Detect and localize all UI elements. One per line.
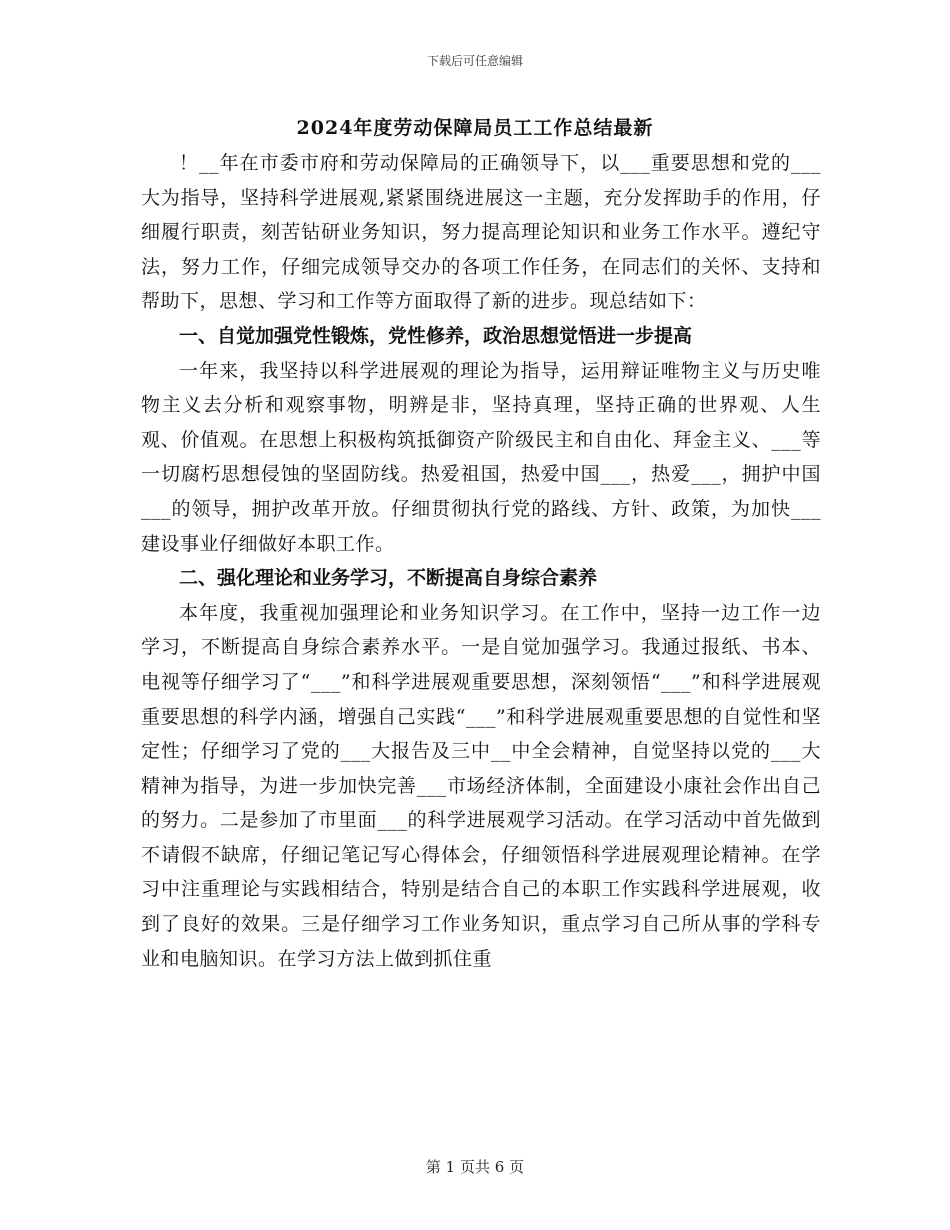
document-body <box>141 146 821 976</box>
download-note: 下载后可任意编辑 <box>426 54 523 68</box>
section-heading-1: 一、自觉加强党性锻炼，党性修养，政治思想觉悟进一步提高 <box>179 324 693 347</box>
intro-paragraph: ！__年在市委市府和劳动保障局的正确领导下，以___重要思想和党的___大为指导，坚持科学进展观,紧紧围绕进展这一主题，充分发挥助手的作用，仔细履行职责，刻苦钻研业务知识，努力提高理论知识和业务工作水平。遵纪守法，努力工作，仔细完成领导交办的各项工作任务，在同志们的关怀、支持和帮助下，思想、学习和工作等方面取得了新的进步。现总结如下： <box>141 152 821 313</box>
section-heading-2: 二、强化理论和业务学习，不断提高自身综合素养 <box>179 567 598 590</box>
section-1-paragraph: 一年来，我坚持以科学进展观的理论为指导，运用辩证唯物主义与历史唯物主义去分析和观察事物，明辨是非，坚持真理，坚持正确的世界观、人生观、价值观。在思想上积极构筑抵御资产阶级民主和自由化、拜金主义、___等一切腐朽思想侵蚀的坚固防线。热爱祖国，热爱中国___，热爱___，拥护中国___的领导，拥护改革开放。仔细贯彻执行党的路线、方针、政策，为加快___建设事业仔细做好本职工作。 <box>141 359 821 555</box>
page-number: 第 1 页共 6 页 <box>425 1158 525 1176</box>
document-title: 2024年度劳动保障局员工工作总结最新 <box>296 117 654 139</box>
section-2-paragraph: 本年度，我重视加强理论和业务知识学习。在工作中，坚持一边工作一边学习，不断提高自身综合素养水平。一是自觉加强学习。我通过报纸、书本、电视等仔细学习了“___”和科学进展观重要思想，深刻领悟“___”和科学进展观重要思想的科学内涵，增强自己实践“___”和科学进展观重要思想的自觉性和坚定性；仔细学习了党的___大报告及三中__中全会精神，自觉坚持以党的___大精神为指导，为进一步加快完善___市场经济体制，全面建设小康社会作出自己的努力。二是参加了市里面___的科学进展观学习活动。在学习活动中首先做到不请假不缺席，仔细记笔记写心得体会，仔细领悟科学进展观理论精神。在学习中注重理论与实践相结合，特别是结合自己的本职工作实践科学进展观，收到了良好的效果。三是仔细学习工作业务知识，重点学习自己所从事的学科专业和电脑知识。在学习方法上做到抓住重 <box>141 601 821 970</box>
